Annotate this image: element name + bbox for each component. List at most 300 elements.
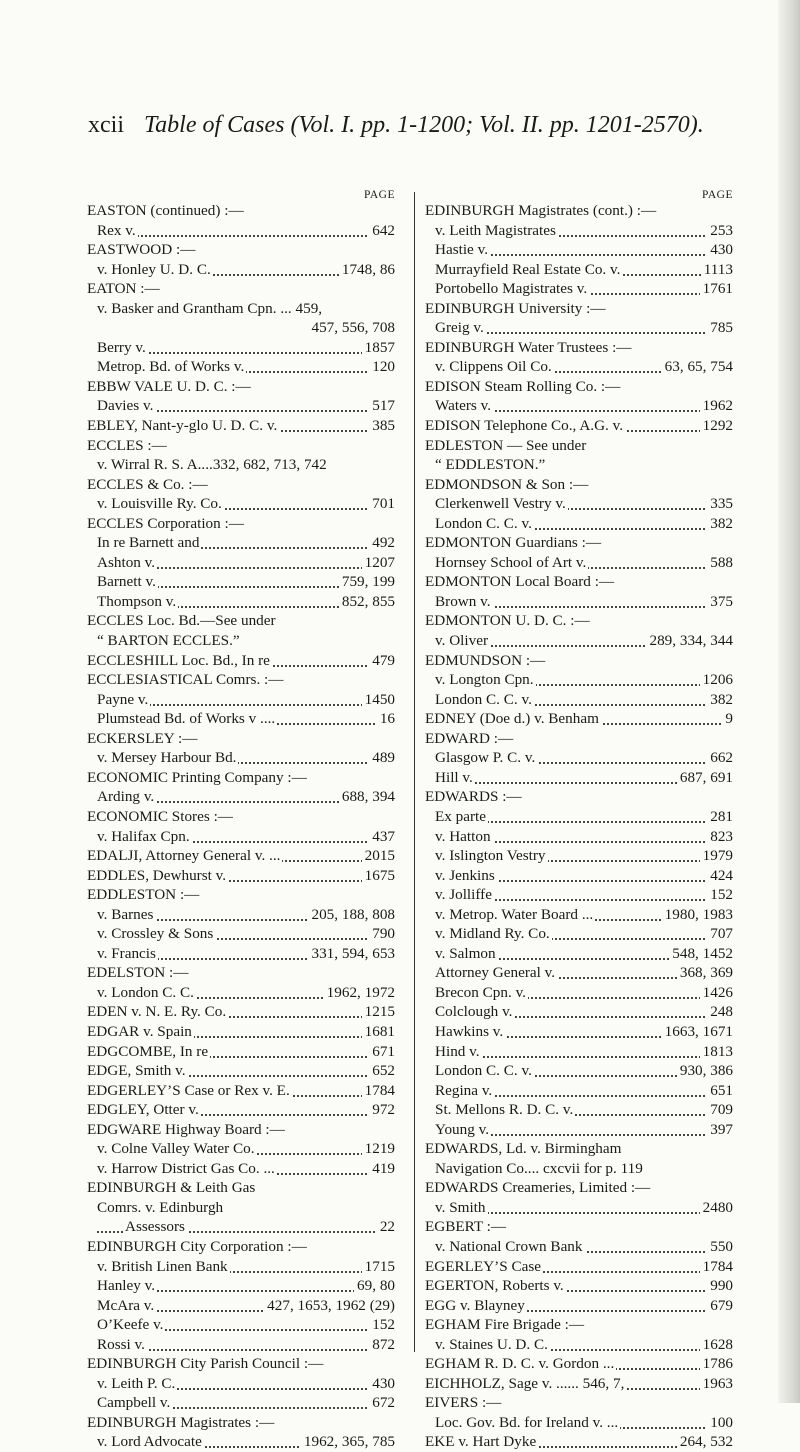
entry-page-ref: 152 [369, 1315, 395, 1335]
index-entry [425, 436, 733, 456]
entry-text: EASTON (continued) :— [87, 202, 244, 219]
entry-page-ref: 548, 1452 [669, 944, 733, 964]
entry-text: EDINBURGH City Corporation :— [87, 1237, 307, 1255]
entry-text: Portobello Magistrates v. [435, 280, 588, 298]
entry-text: McAra v. [97, 1296, 155, 1314]
entry-text: EGERTON, Roberts v. [425, 1277, 564, 1295]
entry-page-ref: 1681 [362, 1022, 395, 1042]
index-entry [425, 1354, 733, 1374]
index-entry [425, 1335, 733, 1355]
entry-text: v. Oliver [435, 632, 488, 650]
entry-page-ref: 1963 [700, 1374, 733, 1394]
entry-page-ref: 382 [707, 514, 733, 534]
entry-text: EDMONTON U. D. C. :— [425, 612, 590, 630]
entry-page-ref: 688, 394 [339, 787, 395, 807]
entry-page-ref: 1207 [362, 553, 395, 573]
entry-text: v. Wirral R. S. A....332, 682, 713, 742 [97, 456, 327, 474]
entry-text: Hill v. [435, 768, 473, 786]
index-entry [87, 1100, 395, 1120]
entry-text: London C. C. v. [435, 690, 532, 708]
index-entry [425, 475, 733, 495]
index-entry [87, 1002, 395, 1022]
entry-text: EDMONDSON & Son :— [425, 475, 589, 493]
entry-text: v. Jenkins [435, 866, 495, 884]
entry-text: EDISON Telephone Co., A.G. v. [425, 417, 624, 435]
entry-text: v. Clippens Oil Co. [435, 358, 552, 376]
entry-text: ECONOMIC Printing Company :— [87, 768, 307, 786]
entry-text: EDGLEY, Otter v. [87, 1101, 199, 1119]
entry-text: v. Smith [435, 1198, 486, 1216]
index-entry [87, 1432, 395, 1452]
entry-page-ref: 990 [707, 1276, 733, 1296]
index-entry [425, 1081, 733, 1101]
entry-text: EDDLES, Dewhurst v. [87, 866, 227, 884]
entry-text: v. Louisville Ry. Co. [97, 495, 222, 513]
entry-page-ref: 152 [707, 885, 733, 905]
entry-text: EGHAM Fire Brigade :— [425, 1316, 585, 1334]
index-entry [425, 221, 733, 241]
index-entry [425, 729, 733, 749]
index-entry [425, 1257, 733, 1277]
entry-page-ref: 430 [369, 1374, 395, 1394]
entry-text: Ashton v. [97, 553, 156, 571]
page-edge-shadow [778, 0, 800, 1403]
entry-page-ref: 281 [707, 807, 733, 827]
entry-page-ref: 662 [707, 748, 733, 768]
entry-page-ref: 588 [707, 553, 733, 573]
index-entry [425, 377, 733, 397]
entry-page-ref: 9 [722, 709, 733, 729]
entry-text: EDALJI, Attorney General v. ... [87, 847, 281, 865]
index-entry [425, 748, 733, 768]
entry-page-ref: 651 [707, 1081, 733, 1101]
entry-text: Glasgow P. C. v. [435, 749, 536, 767]
index-entry [425, 1002, 733, 1022]
index-entry [87, 1296, 395, 1316]
right-index-list [425, 201, 733, 1452]
index-entry [425, 631, 733, 651]
entry-text: Attorney General v. [435, 964, 556, 982]
index-entry [425, 279, 733, 299]
column-divider [414, 192, 415, 1352]
entry-text: EDINBURGH Magistrates (cont.) :— [425, 202, 657, 219]
index-entry [87, 1237, 395, 1257]
index-entry [425, 807, 733, 827]
entry-text: EGBERT :— [425, 1218, 507, 1236]
index-entry [87, 611, 395, 631]
entry-page-ref: 335 [707, 494, 733, 514]
entry-page-ref: 1786 [700, 1354, 733, 1374]
index-entry [425, 1139, 733, 1159]
index-entry [87, 768, 395, 788]
index-entry [425, 963, 733, 983]
entry-text: EDGWARE Highway Board :— [87, 1120, 285, 1138]
index-entry [87, 866, 395, 886]
index-entry [87, 748, 395, 768]
entry-text: Hornsey School of Art v. [435, 553, 587, 571]
index-entry [87, 416, 395, 436]
index-entry [87, 1120, 395, 1140]
entry-page-ref: 672 [369, 1393, 395, 1413]
index-entry [87, 690, 395, 710]
entry-page-ref: 707 [707, 924, 733, 944]
entry-page-ref: 785 [707, 318, 733, 338]
entry-page-ref: 652 [369, 1061, 395, 1081]
entry-text: v. London C. C. [97, 983, 194, 1001]
entry-page-ref: 289, 334, 344 [646, 631, 733, 651]
entry-page-ref: 550 [707, 1237, 733, 1257]
entry-page-ref: 479 [369, 651, 395, 671]
entry-page-ref: 1450 [362, 690, 395, 710]
entry-page-ref: 69, 80 [354, 1276, 395, 1296]
entry-text: Loc. Gov. Bd. for Ireland v. ... [435, 1413, 619, 1431]
index-entry [425, 1061, 733, 1081]
entry-text: Payne v. [97, 690, 149, 708]
entry-text: Young v. [435, 1120, 490, 1138]
entry-text: Hawkins v. [435, 1022, 504, 1040]
entry-page-ref: 823 [707, 827, 733, 847]
index-entry [87, 905, 395, 925]
entry-text: EDINBURGH City Parish Council :— [87, 1355, 324, 1373]
index-entry [425, 592, 733, 612]
index-entry [425, 1237, 733, 1257]
entry-text: v. Metrop. Water Board ... [435, 905, 594, 923]
entry-text: EDELSTON :— [87, 964, 189, 982]
entry-page-ref: 22 [377, 1217, 395, 1237]
entry-text: v. Honley U. D. C. [97, 260, 211, 278]
index-entry [425, 299, 733, 319]
entry-page-ref: 2480 [700, 1198, 733, 1218]
entry-page-ref: 430 [707, 240, 733, 260]
entry-text: EATON :— [87, 280, 160, 298]
index-entry [87, 1081, 395, 1101]
index-entry [425, 396, 733, 416]
entry-text: Waters v. [435, 397, 491, 415]
entry-text: EDLESTON — See under [425, 436, 587, 454]
index-entry [87, 357, 395, 377]
left-column [87, 182, 395, 1452]
entry-page-ref: 701 [369, 494, 395, 514]
entry-page-ref: 1113 [701, 260, 733, 280]
entry-page-ref: 375 [707, 592, 733, 612]
entry-page-ref: 63, 65, 754 [662, 357, 733, 377]
entry-page-ref: 1813 [700, 1042, 733, 1062]
index-entry [425, 1296, 733, 1316]
entry-page-ref: 1426 [700, 983, 733, 1003]
entry-page-ref: 709 [707, 1100, 733, 1120]
index-entry [87, 338, 395, 358]
index-entry [425, 260, 733, 280]
entry-page-ref: 852, 855 [339, 592, 395, 612]
right-column [425, 182, 733, 1452]
entry-page-ref: 120 [369, 357, 395, 377]
entry-text: v. Colne Valley Water Co. [97, 1140, 255, 1158]
index-entry [425, 827, 733, 847]
index-entry [87, 1139, 395, 1159]
entry-text: EDGERLEY’S Case or Rex v. E. [87, 1081, 290, 1099]
entry-text: v. Longton Cpn. [435, 671, 534, 689]
index-entry [425, 690, 733, 710]
entry-text: O’Keefe v. [97, 1316, 164, 1334]
index-entry [425, 240, 733, 260]
index-entry [87, 299, 395, 319]
entry-page-ref: 205, 188, 808 [308, 905, 395, 925]
entry-text: ECCLES :— [87, 436, 167, 454]
entry-page-ref: 437 [369, 827, 395, 847]
entry-text: Assessors [125, 1218, 185, 1236]
index-entry [87, 963, 395, 983]
index-entry [425, 983, 733, 1003]
entry-text: Hanley v. [97, 1277, 156, 1295]
entry-page-ref: 671 [369, 1042, 395, 1062]
entry-page-ref: 642 [369, 221, 395, 241]
page-column-label: PAGE [364, 189, 395, 201]
entry-page-ref: 679 [707, 1296, 733, 1316]
index-entry [425, 1432, 733, 1452]
entry-page-ref: 1663, 1671 [662, 1022, 733, 1042]
entry-text: v. Jolliffe [435, 886, 492, 904]
entry-page-ref: 368, 369 [677, 963, 733, 983]
entry-text: ECCLES Corporation :— [87, 514, 244, 532]
entry-text: v. National Crown Bank [435, 1237, 583, 1255]
index-entry [425, 494, 733, 514]
entry-text: Campbell v. [97, 1394, 171, 1412]
entry-page-ref: 972 [369, 1100, 395, 1120]
index-entry [425, 611, 733, 631]
entry-page-ref: 1784 [362, 1081, 395, 1101]
index-entry [425, 885, 733, 905]
index-entry [87, 709, 395, 729]
entry-text: Hind v. [435, 1042, 480, 1060]
entry-text: EDGE, Smith v. [87, 1062, 186, 1080]
entry-text: Colclough v. [435, 1003, 513, 1021]
entry-text: ECCLESHILL Loc. Bd., In re [87, 651, 270, 669]
index-entry [87, 553, 395, 573]
index-entry [87, 1022, 395, 1042]
index-entry [425, 1198, 733, 1218]
entry-page-ref: 382 [707, 690, 733, 710]
entry-page-ref: 1215 [362, 1002, 395, 1022]
index-entry [87, 396, 395, 416]
folio-number: xcii [88, 112, 124, 138]
index-entry [87, 1315, 395, 1335]
index-entry [425, 846, 733, 866]
entry-page-ref: 489 [369, 748, 395, 768]
index-entry [425, 357, 733, 377]
entry-text: EDISON Steam Rolling Co. :— [425, 377, 621, 395]
entry-page-ref: 1761 [700, 279, 733, 299]
entry-text: v. Francis [97, 944, 156, 962]
index-entry [87, 260, 395, 280]
entry-page-ref: 1857 [362, 338, 395, 358]
index-entry [87, 1042, 395, 1062]
entry-page-ref: 1675 [362, 866, 395, 886]
entry-text: EDINBURGH University :— [425, 299, 606, 317]
entry-text: v. Barnes [97, 905, 154, 923]
index-entry [425, 533, 733, 553]
index-entry [425, 514, 733, 534]
entry-text: EDWARDS Creameries, Limited :— [425, 1179, 651, 1197]
index-entry [87, 455, 395, 475]
index-entry [425, 1413, 733, 1433]
index-entry [425, 1100, 733, 1120]
entry-text: EDINBURGH Water Trustees :— [425, 338, 632, 356]
entry-text: Comrs. v. Edinburgh [97, 1198, 224, 1216]
index-entry [425, 1217, 733, 1237]
entry-text: Navigation Co.... cxcvii for p. 119 [435, 1159, 643, 1177]
index-entry [87, 807, 395, 827]
entry-text: v. Basker and Grantham Cpn. ... 459, [97, 299, 323, 317]
entry-text: EDINBURGH Magistrates :— [87, 1413, 275, 1431]
index-entry [87, 631, 395, 651]
entry-text: EDGAR v. Spain [87, 1022, 192, 1040]
entry-text: EDWARDS :— [425, 788, 522, 806]
index-entry [87, 1257, 395, 1277]
entry-text: Brecon Cpn. v. [435, 983, 526, 1001]
index-entry [87, 827, 395, 847]
entry-text: EDWARD :— [425, 729, 514, 747]
index-entry [87, 651, 395, 671]
index-entry [87, 1178, 395, 1198]
entry-page-ref: 1962 [700, 396, 733, 416]
entry-text: ECONOMIC Stores :— [87, 807, 233, 825]
index-entry [425, 1315, 733, 1335]
index-entry [87, 1217, 395, 1237]
index-entry [87, 924, 395, 944]
index-entry [87, 592, 395, 612]
entry-page-ref: 424 [707, 866, 733, 886]
entry-text: Brown v. [435, 592, 491, 610]
index-entry [425, 651, 733, 671]
index-entry [87, 318, 395, 338]
entry-page-ref: 1292 [700, 416, 733, 436]
entry-text: EGHAM R. D. C. v. Gordon ... [425, 1355, 615, 1373]
entry-text: ECKERSLEY :— [87, 729, 198, 747]
index-entry [87, 514, 395, 534]
index-entry [87, 572, 395, 592]
entry-page-ref: 1628 [700, 1335, 733, 1355]
index-entry [425, 572, 733, 592]
index-entry [425, 1159, 733, 1179]
index-entry [425, 1393, 733, 1413]
entry-page-ref: 1962, 365, 785 [301, 1432, 395, 1452]
index-entry [425, 768, 733, 788]
entry-page-ref: 930, 386 [677, 1061, 733, 1081]
index-entry [87, 729, 395, 749]
page-title: Table of Cases (Vol. I. pp. 1-1200; Vol. II. pp. 1201-2570). [144, 112, 704, 138]
left-index-list [87, 201, 395, 1452]
entry-text: ECCLESIASTICAL Comrs. :— [87, 671, 284, 689]
entry-text: v. Islington Vestry [435, 847, 546, 865]
entry-text: v. Leith P. C. [97, 1374, 176, 1392]
index-entry [425, 338, 733, 358]
entry-text: v. Salmon [435, 944, 496, 962]
index-entry [425, 787, 733, 807]
entry-text: Greig v. [435, 319, 484, 337]
index-entry [87, 1413, 395, 1433]
entry-text: v. Crossley & Sons [97, 925, 214, 943]
index-entry [425, 924, 733, 944]
entry-page-ref: 759, 199 [339, 572, 395, 592]
index-entry [87, 1335, 395, 1355]
entry-text: Rex v. [97, 221, 136, 239]
entry-text: EDWARDS, Ld. v. Birmingham [425, 1140, 622, 1158]
entry-text: Thompson v. [97, 592, 177, 610]
entry-text: Arding v. [97, 788, 155, 806]
index-entry [87, 944, 395, 964]
entry-text: 457, 556, 708 [311, 319, 395, 337]
entry-text: Plumstead Bd. of Works v .... [97, 710, 276, 728]
index-entry [87, 533, 395, 553]
entry-page-ref: 100 [707, 1413, 733, 1433]
entry-page-ref: 517 [369, 396, 395, 416]
index-entry [87, 494, 395, 514]
index-entry [425, 670, 733, 690]
entry-page-ref: 790 [369, 924, 395, 944]
entry-text: Hastie v. [435, 241, 488, 259]
index-entry [425, 1374, 733, 1394]
entry-text: v. Lord Advocate [97, 1433, 202, 1451]
entry-text: In re Barnett and [97, 534, 200, 552]
entry-page-ref: 1715 [362, 1257, 395, 1277]
index-entry [87, 1061, 395, 1081]
entry-page-ref: 492 [369, 533, 395, 553]
entry-text: Barnett v. [97, 573, 156, 591]
index-entry [425, 1042, 733, 1062]
entry-text: EDMUNDSON :— [425, 651, 546, 669]
entry-text: v. Harrow District Gas Co. ... [97, 1159, 275, 1177]
entry-page-ref: 248 [707, 1002, 733, 1022]
entry-page-ref: 331, 594, 653 [308, 944, 395, 964]
page-column-label: PAGE [702, 189, 733, 201]
entry-text: v. Leith Magistrates [435, 221, 556, 239]
index-entry [425, 944, 733, 964]
index-entry [87, 436, 395, 456]
entry-text: “ BARTON ECCLES.” [97, 632, 240, 650]
entry-page-ref: 1979 [700, 846, 733, 866]
entry-text: EIVERS :— [425, 1394, 502, 1412]
entry-text: Regina v. [435, 1081, 493, 1099]
entry-text: v. Staines U. D. C. [435, 1335, 548, 1353]
entry-page-ref: 264, 532 [677, 1432, 733, 1452]
index-entry [425, 1120, 733, 1140]
index-entry [425, 553, 733, 573]
entry-text: EDNEY (Doe d.) v. Benham [425, 710, 599, 728]
entry-page-ref: 16 [377, 709, 395, 729]
entry-text: EBBW VALE U. D. C. :— [87, 377, 251, 395]
entry-text: ECCLES Loc. Bd.—See under [87, 612, 276, 630]
index-entry [87, 983, 395, 1003]
entry-text: v. Mersey Harbour Bd. [97, 749, 237, 767]
index-entry [425, 1022, 733, 1042]
index-entry [425, 905, 733, 925]
index-entry [425, 1178, 733, 1198]
entry-page-ref: 1784 [700, 1257, 733, 1277]
index-entry [425, 1276, 733, 1296]
index-entry [87, 377, 395, 397]
entry-page-ref: 1219 [362, 1139, 395, 1159]
entry-text: EDMONTON Local Board :— [425, 573, 615, 591]
entry-text: v. Midland Ry. Co. [435, 925, 550, 943]
entry-text: EICHHOLZ, Sage v. ...... 546, 7, [425, 1374, 625, 1392]
index-entry [425, 201, 733, 221]
entry-text: Ex parte [435, 807, 487, 825]
entry-text: EDINBURGH & Leith Gas [87, 1179, 256, 1197]
index-entry [87, 1159, 395, 1179]
index-entry [87, 1198, 395, 1218]
index-entry [87, 846, 395, 866]
entry-text: v. British Linen Bank [97, 1257, 228, 1275]
